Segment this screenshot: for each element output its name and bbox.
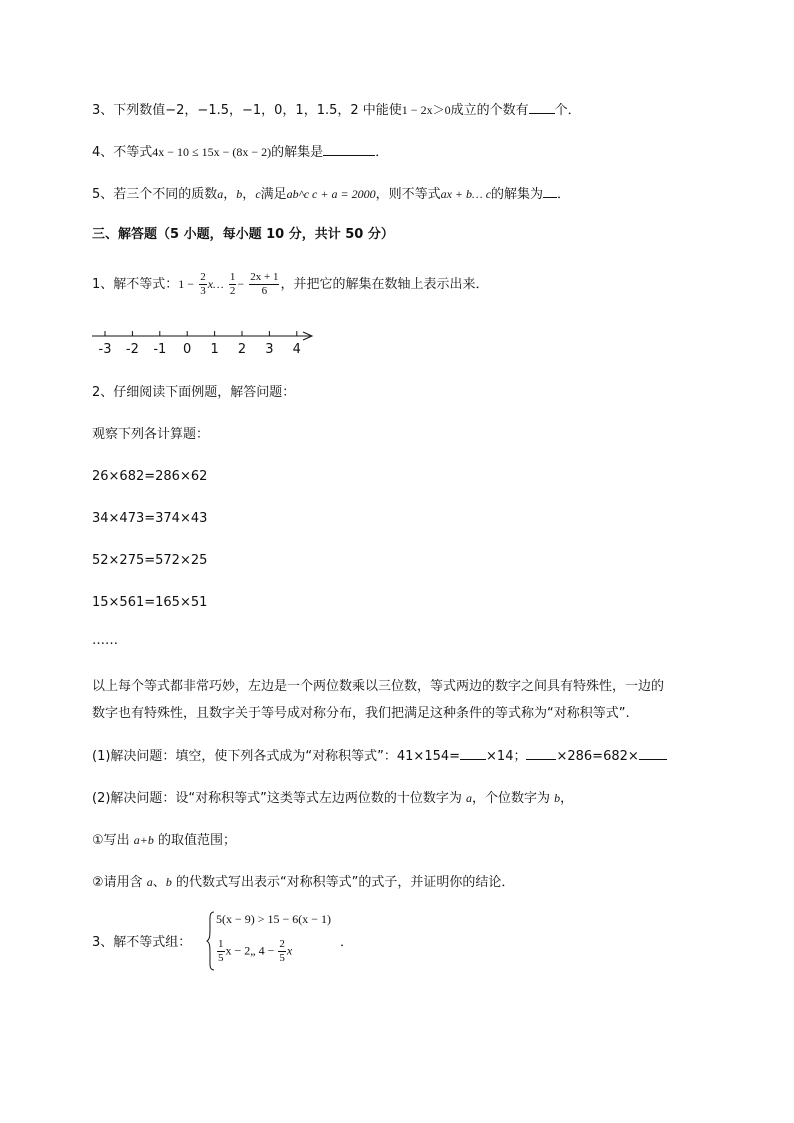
q1-minus: −: [237, 277, 245, 291]
q1-f1-denominator: 3: [200, 285, 206, 297]
ineq2-fraction-2: [278, 938, 286, 965]
q5-text-end: 的解集为: [491, 187, 544, 202]
question-2-intro: 2、仔细阅读下面例题，解答问题：: [92, 385, 296, 400]
number-line-label: 3: [265, 342, 274, 357]
ineq2-fraction-1: [217, 938, 225, 965]
question-fill-3: [92, 101, 581, 120]
question-fill-5: [92, 185, 570, 204]
part-2-var-a: a: [466, 791, 473, 805]
question-3-label: 3、解不等式组：: [92, 935, 192, 950]
q5-text-pre: 5、若三个不同的质数: [92, 187, 218, 202]
q1-text-post: ，并把它的解集在数轴上表示出来．: [280, 277, 489, 292]
part-1-blank-1[interactable]: [460, 747, 486, 760]
part-1-fill: [92, 747, 667, 766]
part-2-text-end: ，: [560, 791, 574, 806]
number-line-label: -3: [98, 342, 112, 357]
part-2-text-pre: (2)解决问题：设“对称积等式”这类等式左边两位数的十位数字为: [92, 791, 467, 806]
number-line-label: -1: [153, 342, 167, 357]
subpart-1: [92, 831, 236, 850]
q1-fraction-1: [199, 271, 207, 298]
q3-answer-blank[interactable]: [529, 101, 555, 114]
part-1-text-pre: (1)解决问题：填空，使下列各式成为“对称积等式”：41×154=: [92, 749, 461, 764]
subpart-2-text-pre: ②请用含: [92, 875, 147, 890]
q5-var-b: b: [236, 187, 243, 201]
number-line-label: -2: [125, 342, 139, 357]
q1-f2-numerator: 1: [229, 271, 236, 283]
q1-x-dots: x…: [207, 277, 224, 291]
subpart-2-text-post: 的代数式写出表示“对称积等式”的式子，并证明你的结论．: [171, 875, 515, 890]
ineq2-f2-numerator: 2: [279, 938, 285, 950]
inequality-system: [206, 910, 346, 974]
ineq2-middle: x − 2„ 4 −: [225, 943, 275, 958]
ineq2-f1-denominator: 5: [218, 952, 224, 964]
subpart-2-var-a: a: [146, 875, 153, 889]
q4-text-end: ．: [375, 145, 389, 160]
q5-var-c: c: [255, 187, 261, 201]
part-1-text-mid: ×14；: [486, 749, 527, 764]
example-equation-1: 26×682=286×62: [92, 469, 208, 484]
left-brace-icon: [206, 910, 216, 972]
explanation-line-1: 以上每个等式都非常巧妙，左边是一个两位数乘以三位数，等式两边的数字之间具有特殊性，一边的: [92, 679, 665, 694]
question-3-end: ．: [340, 935, 354, 950]
explanation-line-2: 数字也有特殊性，且数字关于等号成对称分布，我们把满足这种条件的等式称为“对称积等式”.: [92, 706, 630, 721]
question-2-observe: 观察下列各计算题：: [92, 427, 210, 442]
number-line-label: 4: [292, 342, 301, 357]
part-1-blank-3[interactable]: [639, 747, 667, 760]
subpart-2: [92, 873, 514, 892]
q5-text-end2: ．: [557, 187, 571, 202]
q5-equation: ab^c c + a = 2000: [286, 187, 376, 201]
part-1-text-mid2: ×286=682×: [556, 749, 639, 764]
inequality-2: [216, 938, 292, 965]
number-line-label: 1: [210, 342, 219, 357]
q1-text-pre: 1、解不等式：: [92, 277, 179, 292]
q1-fraction-2: [229, 271, 237, 298]
example-equation-3: 52×275=572×25: [92, 553, 208, 568]
subpart-1-text-post: 的取值范围；: [153, 833, 237, 848]
q5-sep1: ，: [223, 187, 237, 202]
q4-text-post: 的解集是: [271, 145, 324, 160]
q4-inequality: 4x − 10 ≤ 15x − (8x − 2): [152, 145, 272, 159]
inequality-1: 5(x − 9) > 15 − 6(x − 1): [216, 912, 332, 926]
q1-f3-numerator: 2x + 1: [250, 271, 279, 283]
example-equation-2: 34×473=374×43: [92, 511, 208, 526]
question-1: [92, 266, 489, 303]
question-fill-4: [92, 143, 388, 162]
subpart-1-expr: a+b: [133, 833, 154, 847]
q3-inequality: 1 − 2x＞0: [401, 103, 451, 117]
ineq2-f1-numerator: 1: [218, 938, 224, 950]
number-line-label: 2: [237, 342, 247, 357]
subpart-2-var-b: b: [165, 875, 172, 889]
q1-fraction-3: [249, 271, 279, 298]
q1-f1-numerator: 2: [200, 271, 206, 283]
ineq2-f2-denominator: 5: [279, 952, 285, 964]
q3-text-end: 个．: [554, 103, 581, 118]
ineq2-x: x: [286, 943, 293, 958]
q5-answer-blank[interactable]: [543, 185, 557, 198]
q5-var-a: a: [217, 187, 224, 201]
q5-text-post: ，则不等式: [375, 187, 441, 202]
q3-text-pre: 3、下列数值−2，−1.5，−1，0，1，1.5，2 中能使: [92, 103, 402, 118]
number-line-label: 0: [183, 342, 192, 357]
q5-sep2: ，: [242, 187, 256, 202]
q4-text-pre: 4、不等式: [92, 145, 153, 160]
subpart-1-text-pre: ①写出: [92, 833, 134, 848]
part-2-var-b: b: [554, 791, 561, 805]
q3-text-post: 成立的个数有: [450, 103, 529, 118]
part-2: [92, 789, 573, 808]
part-2-text-mid: ，个位数字为: [472, 791, 555, 806]
q1-f2-denominator: 2: [229, 285, 236, 297]
q1-f3-denominator: 6: [261, 285, 268, 297]
q5-inequality: ax + b… c: [440, 187, 492, 201]
q5-text-mid: 满足: [260, 187, 287, 202]
section-3-title: 三、解答题（5 小题，每小题 10 分，共计 50 分）: [92, 227, 394, 242]
number-line: [88, 326, 320, 358]
example-equation-4: 15×561=165×51: [92, 595, 208, 610]
part-1-blank-2[interactable]: [526, 747, 556, 760]
ellipsis: ……: [92, 633, 118, 648]
q1-one-minus: 1 −: [178, 277, 195, 291]
subpart-2-sep: 、: [152, 875, 166, 890]
q4-answer-blank[interactable]: [323, 143, 375, 156]
